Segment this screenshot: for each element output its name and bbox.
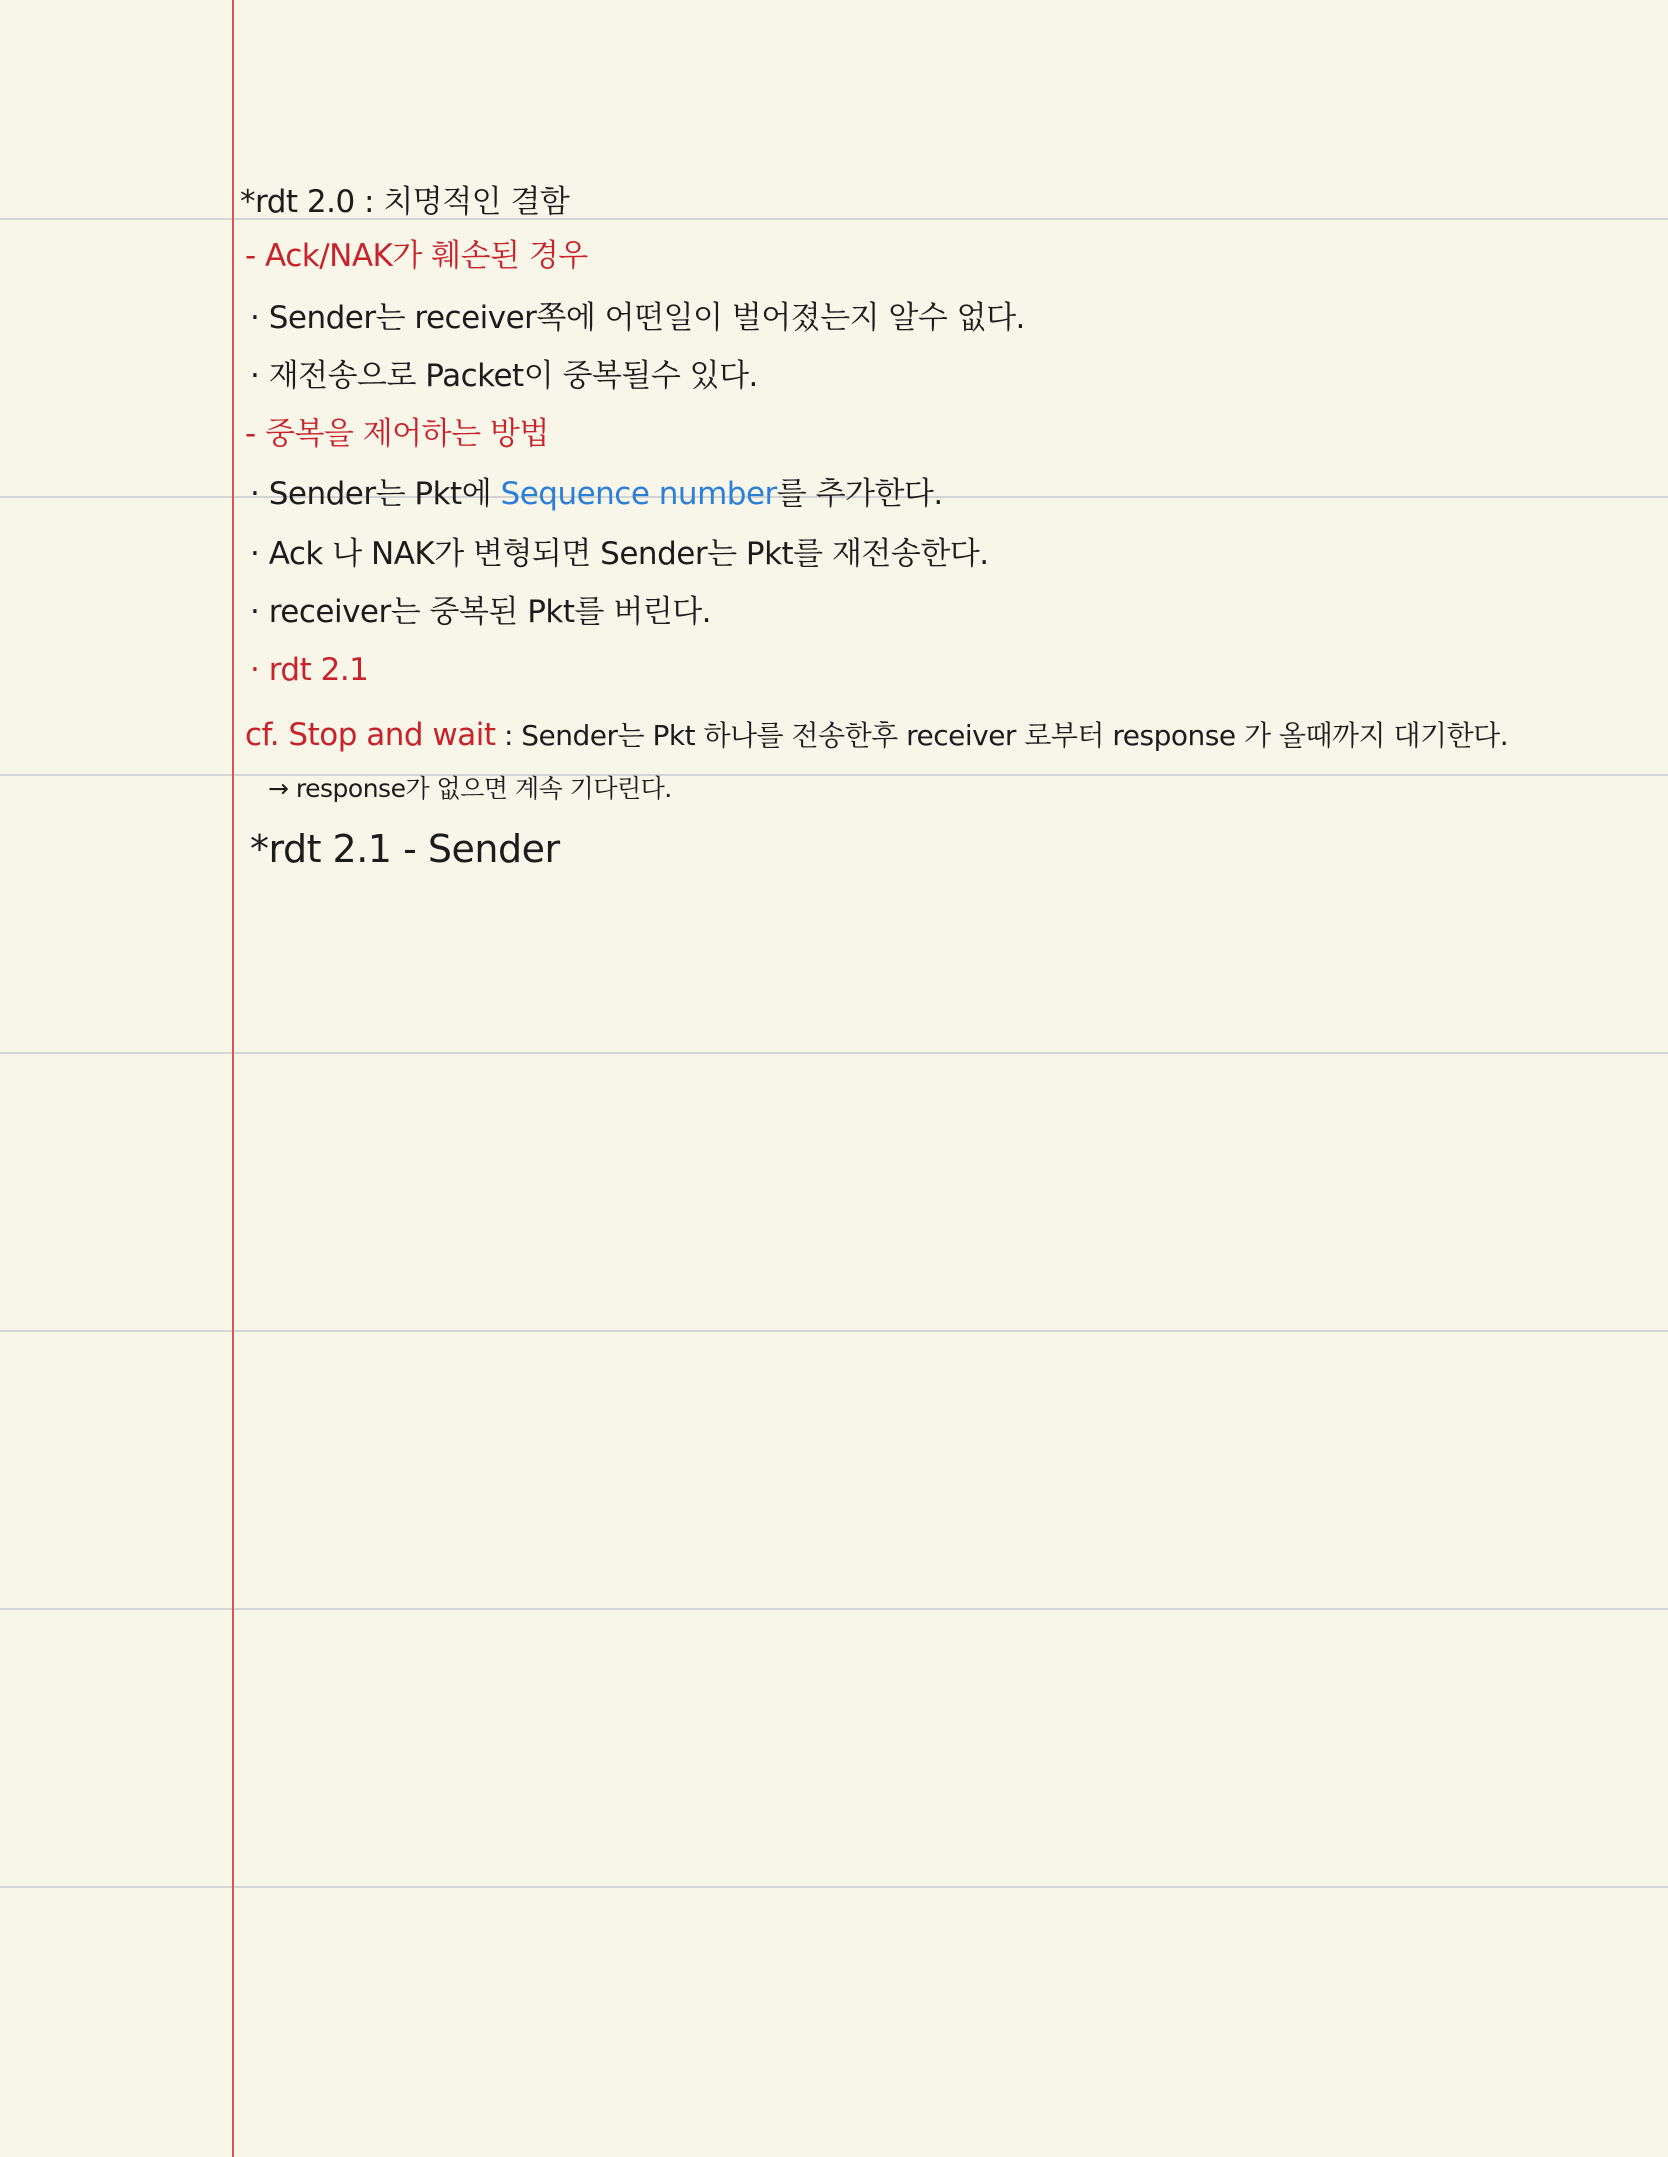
heading-rdt-2-1-sender — [250, 826, 560, 872]
margin-line — [232, 0, 234, 2157]
stop-and-wait-definition — [245, 718, 1508, 753]
heading-rdt-2-0 — [240, 182, 569, 222]
stop-and-wait-note-text: → response가 없으면 계속 기다린다. — [268, 774, 672, 803]
bullet-sequence-number-suffix: 를 추가한다. — [776, 476, 943, 512]
bullet-sequence-number — [250, 474, 943, 514]
bullet-sender-unknown-text: · Sender는 receiver쪽에 어떤일이 벌어졌는지 알수 없다. — [250, 300, 1025, 336]
bullet-retransmit-text: · Ack 나 NAK가 변형되면 Sender는 Pkt를 재전송한다. — [250, 536, 989, 572]
bullet-rdt-2-1-text: · rdt 2.1 — [250, 652, 369, 688]
sequence-number-term: Sequence number — [500, 476, 777, 512]
heading-rdt-2-1-sender-text: *rdt 2.1 - Sender — [250, 827, 560, 871]
bullet-sequence-number-prefix: · Sender는 Pkt에 — [250, 476, 501, 512]
bullet-rdt-2-1 — [250, 650, 368, 690]
heading-rdt-2-0-text: *rdt 2.0 : 치명적인 결함 — [240, 184, 570, 220]
bullet-duplicate-packet — [250, 356, 758, 396]
subheading-ack-nak-corrupted — [245, 236, 588, 276]
subheading-remove-duplicate — [245, 414, 549, 454]
stop-and-wait-term: cf. Stop and wait — [245, 717, 496, 753]
bullet-discard-duplicate-text: · receiver는 중복된 Pkt를 버린다. — [250, 594, 712, 630]
bullet-discard-duplicate — [250, 592, 711, 632]
bullet-retransmit — [250, 534, 989, 574]
subheading-remove-duplicate-text: - 중복을 제어하는 방법 — [245, 416, 549, 452]
stop-and-wait-description: : Sender는 Pkt 하나를 전송한후 receiver 로부터 response 가 올때까지 대기한다. — [495, 719, 1509, 752]
subheading-ack-nak-corrupted-text: - Ack/NAK가 훼손된 경우 — [245, 238, 588, 274]
bullet-sender-unknown — [250, 298, 1025, 338]
stop-and-wait-note — [268, 772, 672, 806]
bullet-duplicate-packet-text: · 재전송으로 Packet이 중복될수 있다. — [250, 358, 758, 394]
